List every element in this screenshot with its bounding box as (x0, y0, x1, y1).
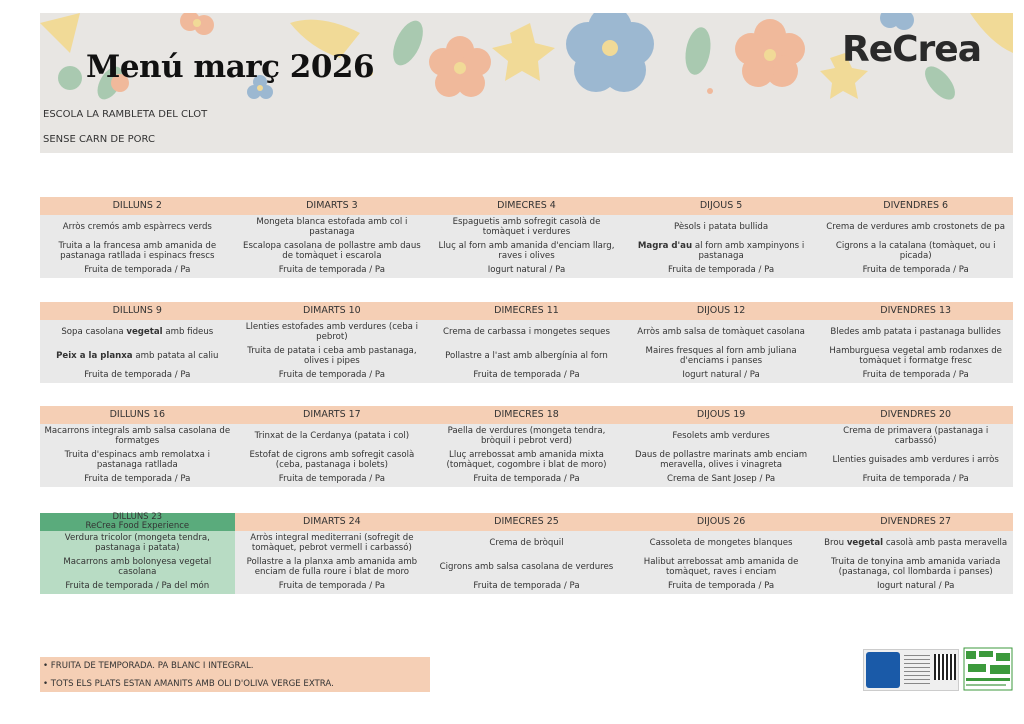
certification-logo (863, 649, 959, 691)
menu-cell: Macarrons integrals amb salsa casolana de formatges (44, 425, 231, 446)
menu-cell: Fruita de temporada / Pa (84, 370, 191, 381)
menu-cell: Arròs cremós amb espàrrecs verds (62, 221, 212, 232)
menu-row (40, 215, 1013, 239)
menu-cell: Crema de bròquil (489, 537, 564, 548)
menu-cell: Crema de verdures amb crostonets de pa (826, 221, 1006, 232)
menu-cell: Lluç arrebossat amb amanida mixta (tomàquet, cogombre i blat de moro) (446, 449, 607, 470)
day-header: DILLUNS 9 (112, 305, 162, 316)
menu-cell: Truita de patata i ceba amb pastanaga, olives i pipes (247, 345, 417, 366)
menu-cell: Estofat de cigrons amb sofregit casolà (ceba, pastanaga i bolets) (249, 449, 415, 470)
week-header (40, 302, 1013, 320)
menu-cell: Crema de primavera (pastanaga i carbassó) (843, 425, 989, 446)
tuv-icon (866, 652, 900, 688)
header-banner (40, 13, 1013, 153)
day-header: DIMECRES 11 (494, 305, 559, 316)
menu-cell: Paella de verdures (mongeta tendra, bròquil i pebrot verd) (447, 425, 606, 446)
week-header (40, 513, 1013, 531)
menu-cell: Maires fresques al forn amb juliana d'enciams i panses (645, 345, 797, 366)
day-header: DIVENDRES 6 (883, 200, 949, 211)
menu-cell: Lluç al forn amb amanida d'enciam llarg, raves i olives (438, 240, 615, 261)
day-header: DIMARTS 24 (303, 516, 361, 527)
menu-cell: Halibut arrebossat amb amanida de tomàquet, raves i enciam (643, 556, 799, 577)
menu-cell: Cassoleta de mongetes blanques (649, 537, 793, 548)
menu-cell: Crema de Sant Josep / Pa (666, 474, 776, 485)
week-table (40, 513, 1013, 594)
menu-cell: Bledes amb patata i pastanaga bullides (830, 326, 1001, 337)
menu-row (40, 239, 1013, 263)
menu-cell: Iogurt natural / Pa (682, 370, 760, 381)
menu-row (40, 344, 1013, 368)
menu-cell: Verdura tricolor (mongeta tendra, pastanaga i patata) (40, 531, 235, 555)
menu-row (40, 263, 1013, 278)
menu-cell: Arròs integral mediterrani (sofregit de tomàquet, pebrot vermell i carbassó) (250, 532, 414, 553)
menu-row (40, 472, 1013, 487)
day-header: DIMARTS 17 (303, 409, 361, 420)
menu-cell: Cigrons amb salsa casolana de verdures (439, 561, 614, 572)
menu-cell: Fruita de temporada / Pa (84, 265, 191, 276)
menu-cell: Sopa casolana vegetal amb fideus (61, 326, 214, 337)
diet-note: SENSE CARN DE PORC (43, 134, 155, 145)
menu-cell: Arròs amb salsa de tomàquet casolana (637, 326, 805, 337)
menu-cell: Fruita de temporada / Pa (278, 370, 385, 381)
menu-cell: Espaguetis amb sofregit casolà de tomàquet i verdures (452, 216, 601, 237)
menu-cell: Brou vegetal casolà amb pasta meravella (824, 537, 1008, 548)
menu-row (40, 555, 1013, 579)
menu-cell: Iogurt natural / Pa (876, 581, 955, 592)
menu-cell: Llenties estofades amb verdures (ceba i pebrot) (245, 321, 419, 342)
brand-logo: ReCrea (842, 29, 982, 70)
day-header (40, 513, 235, 531)
menu-cell: Fruita de temporada / Pa (278, 265, 385, 276)
menu-rows (40, 320, 1013, 383)
day-header: DIMECRES 25 (494, 516, 559, 527)
menu-cell: Fruita de temporada / Pa (278, 581, 385, 592)
day-header: DIMECRES 18 (494, 409, 559, 420)
note-line: • TOTS ELS PLATS ESTAN AMANITS AMB OLI D'OLIVA VERGE EXTRA. (43, 679, 334, 689)
day-header: DIJOUS 5 (699, 200, 743, 211)
week-table (40, 197, 1013, 278)
menu-cell: Fruita de temporada / Pa (667, 581, 775, 592)
menu-cell: Truita de tonyina amb amanida variada (pastanaga, col llombarda i panses) (830, 556, 1001, 577)
day-header: DIVENDRES 27 (880, 516, 952, 527)
menu-cell: Peix a la planxa amb patata al caliu (56, 350, 219, 361)
menu-cell: Fesolets amb verdures (672, 430, 770, 441)
menu-cell: Fruita de temporada / Pa (667, 265, 775, 276)
sapaqui-logo (963, 647, 1013, 691)
menu-cell: Crema de carbassa i mongetes seques (443, 326, 610, 337)
menu-cell: Hamburguesa vegetal amb rodanxes de tomàquet i formatge fresc (829, 345, 1002, 366)
menu-cell: Fruita de temporada / Pa (473, 581, 580, 592)
menu-row (40, 579, 1013, 594)
menu-cell: Trinxat de la Cerdanya (patata i col) (254, 430, 410, 441)
menu-row (40, 368, 1013, 383)
menu-cell: Daus de pollastre marinats amb enciam meravella, olives i vinagreta (635, 449, 808, 470)
cert-text-block (904, 654, 930, 684)
menu-cell: Truita d'espinacs amb remolatxa i pastanaga ratllada (64, 449, 210, 470)
page-title: Menú març 2026 (86, 49, 375, 85)
menu-cell: Pèsols i patata bullida (674, 221, 769, 232)
footer-notes (40, 657, 430, 692)
day-header: DIMARTS 10 (303, 305, 361, 316)
menu-rows (40, 531, 1013, 594)
menu-row (40, 531, 1013, 555)
menu-cell: Escalopa casolana de pollastre amb daus de tomàquet i escarola (243, 240, 421, 261)
qr-code-icon (934, 654, 956, 680)
menu-cell: Fruita de temporada / Pa (862, 474, 969, 485)
menu-cell: Fruita de temporada / Pa (473, 370, 580, 381)
menu-row (40, 424, 1013, 448)
menu-cell: Macarrons amb bolonyesa vegetal casolana (40, 555, 235, 579)
day-header: DIVENDRES 13 (880, 305, 952, 316)
menu-cell: Fruita de temporada / Pa (278, 474, 385, 485)
menu-rows (40, 215, 1013, 278)
note-line: • FRUITA DE TEMPORADA. PA BLANC I INTEGRAL. (43, 661, 254, 671)
menu-cell: Mongeta blanca estofada amb col i pastanaga (256, 216, 408, 237)
menu-cell: Fruita de temporada / Pa (473, 474, 580, 485)
menu-cell: Fruita de temporada / Pa del món (40, 579, 235, 594)
day-header: DIJOUS 19 (696, 409, 746, 420)
day-header: DIJOUS 26 (696, 516, 746, 527)
day-header: DIMECRES 4 (497, 200, 556, 211)
week-header (40, 197, 1013, 215)
menu-cell: Truita a la francesa amb amanida de pastanaga ratllada i espinacs frescs (58, 240, 217, 261)
school-name: ESCOLA LA RAMBLETA DEL CLOT (43, 109, 208, 120)
week-table (40, 302, 1013, 383)
day-header: DILLUNS 2 (112, 200, 162, 211)
day-header: DIVENDRES 20 (880, 409, 952, 420)
week-table (40, 406, 1013, 487)
menu-cell: Cigrons a la catalana (tomàquet, ou i picada) (835, 240, 996, 261)
menu-row (40, 448, 1013, 472)
week-header (40, 406, 1013, 424)
day-header: DILLUNS 16 (109, 409, 166, 420)
menu-cell: Pollastre a l'ast amb albergínia al forn (445, 350, 608, 361)
menu-cell: Iogurt natural / Pa (487, 265, 566, 276)
day-sublabel: ReCrea Food Experience (85, 521, 190, 531)
day-header: DIJOUS 12 (696, 305, 746, 316)
menu-cell: Fruita de temporada / Pa (862, 370, 969, 381)
menu-cell: Magra d'au al forn amb xampinyons i pastanaga (637, 240, 805, 261)
menu-row (40, 320, 1013, 344)
menu-rows (40, 424, 1013, 487)
day-label: DILLUNS 23 (112, 512, 163, 522)
menu-cell: Pollastre a la planxa amb amanida amb enciam de fulla roure i blat de moro (246, 556, 418, 577)
menu-cell: Fruita de temporada / Pa (84, 474, 191, 485)
day-header: DIMARTS 3 (306, 200, 358, 211)
menu-cell: Llenties guisades amb verdures i arròs (832, 454, 999, 465)
menu-cell: Fruita de temporada / Pa (862, 265, 969, 276)
